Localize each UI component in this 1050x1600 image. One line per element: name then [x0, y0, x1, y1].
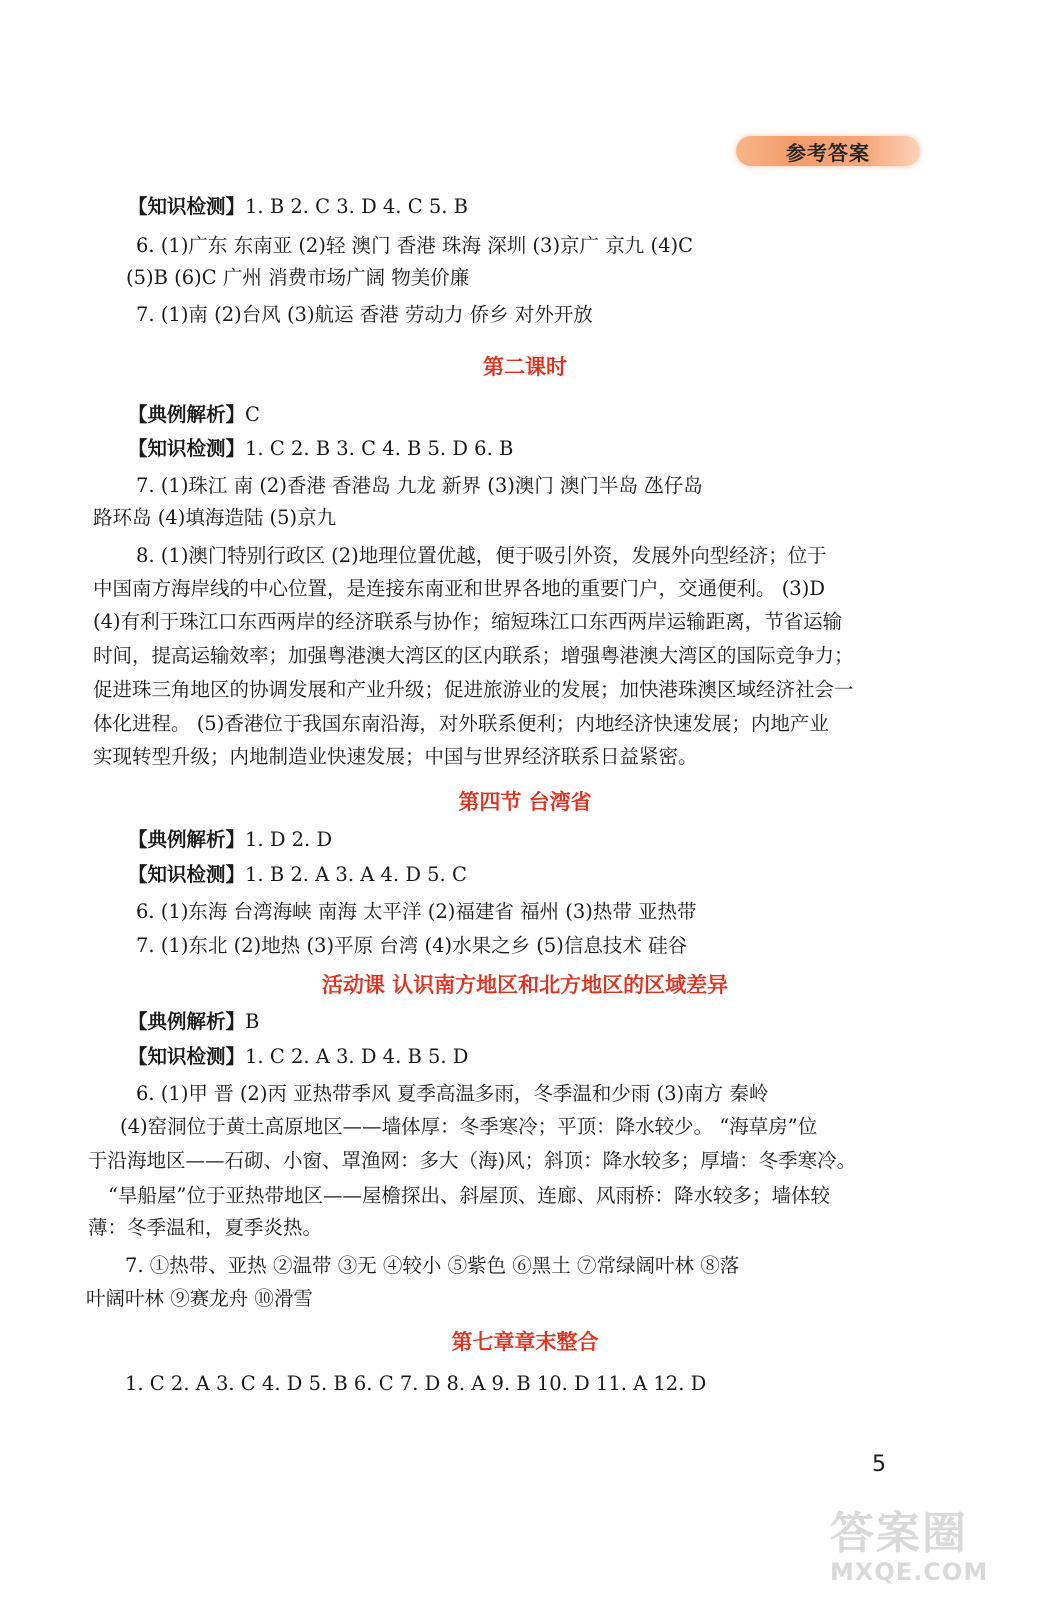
answer-line — [128, 401, 260, 429]
answer-text: 7. ①热带、亚热 ②温带 ③无 ④较小 ⑤紫色 ⑥黑土 ⑦常绿阔叶林 ⑧落 — [125, 1254, 740, 1277]
answer-text: 1. C 2. B 3. C 4. B 5. D 6. B — [245, 437, 514, 460]
answer-text: 实现转型升级；内地制造业快速发展；中国与世界经济联系日益紧密。 — [93, 745, 698, 768]
answer-text: 体化进程。 (5)香港位于我国东南沿海，对外联系便利；内地经济快速发展；内地产业 — [93, 712, 829, 735]
section-heading: 第四节 台湾省 — [458, 790, 592, 814]
answer-text: 促进珠三角地区的协调发展和产业升级；促进旅游业的发展；加快港珠澳区域经济社会一 — [93, 678, 854, 701]
answer-section-tag: 【知识检测】 — [128, 1045, 246, 1068]
answer-text: 叶阔叶林 ⑨赛龙舟 ⑩滑雪 — [86, 1287, 313, 1310]
answer-section-tag: 【典例解析】 — [128, 1010, 246, 1033]
answer-line — [136, 542, 827, 570]
section-heading: 活动课 认识南方地区和北方地区的区域差异 — [321, 973, 729, 997]
answer-line — [136, 232, 693, 260]
answer-section-tag: 【典例解析】 — [128, 403, 246, 426]
answer-text: 1. D 2. D — [245, 828, 333, 851]
answer-line — [93, 575, 825, 603]
watermark-url: MXQE.COM — [830, 1558, 989, 1586]
page-number: 5 — [872, 1452, 886, 1477]
answer-line — [128, 1008, 259, 1036]
answer-text: (4)窑洞位于黄土高原地区——墙体厚：冬季寒冷；平顶：降水较少。 “海草房”位 — [120, 1115, 818, 1138]
answer-line — [128, 826, 332, 854]
answer-line — [136, 1080, 768, 1108]
answer-line — [93, 608, 842, 636]
answer-text: “旱船屋”位于亚热带地区——屋檐探出、斜屋顶、连廊、风雨桥：降水较多；墙体较 — [108, 1184, 830, 1207]
answer-section-tag: 【典例解析】 — [128, 828, 246, 851]
answer-line — [88, 1147, 856, 1175]
answer-line — [136, 932, 687, 960]
answer-text: 6. (1)甲 晋 (2)丙 亚热带季风 夏季高温多雨，冬季温和少雨 (3)南方 秦岭 — [136, 1082, 769, 1105]
answer-line — [93, 504, 336, 532]
answer-text: 1. C 2. A 3. C 4. D 5. B 6. C 7. D 8. A 9. B 10. D 11. A 12. D — [125, 1372, 707, 1395]
answer-line — [93, 743, 698, 771]
answer-text: 8. (1)澳门特别行政区 (2)地理位置优越，便于吸引外资，发展外向型经济；位于 — [136, 544, 827, 567]
answer-line — [128, 435, 513, 463]
answer-text: (5)B (6)C 广州 消费市场广阔 物美价廉 — [126, 266, 470, 289]
answer-line — [136, 898, 697, 926]
answer-text: 7. (1)珠江 南 (2)香港 香港岛 九龙 新界 (3)澳门 澳门半岛 氹仔岛 — [136, 474, 703, 497]
answer-line — [136, 472, 703, 500]
site-watermark — [830, 1510, 1040, 1595]
watermark-logo-text: 答案圈 — [830, 1508, 968, 1559]
answer-text: 路环岛 (4)填海造陆 (5)京九 — [93, 506, 337, 529]
answer-text: 时间，提高运输效率；加强粤港澳大湾区的区内联系；增强粤港澳大湾区的国际竞争力； — [93, 644, 854, 667]
answer-section-tag: 【知识检测】 — [128, 195, 246, 218]
answer-line — [128, 861, 467, 889]
answer-text: 于沿海地区——石砌、小窗、罩渔网：多大（海)风；斜顶：降水较多；厚墙：冬季寒冷。 — [88, 1149, 857, 1172]
answer-line — [120, 1113, 817, 1141]
answer-line — [125, 1252, 739, 1280]
answer-line — [108, 1182, 830, 1210]
reference-answer-badge: 参考答案 — [736, 136, 920, 166]
answer-section-tag: 【知识检测】 — [128, 863, 246, 886]
answer-line — [126, 264, 469, 292]
answer-text: 薄：冬季温和，夏季炎热。 — [88, 1216, 323, 1239]
answer-text: 7. (1)南 (2)台风 (3)航运 香港 劳动力 侨乡 对外开放 — [136, 303, 593, 326]
answer-line — [93, 710, 829, 738]
answer-text: 7. (1)东北 (2)地热 (3)平原 台湾 (4)水果之乡 (5)信息技术 硅谷 — [136, 934, 688, 957]
section-heading: 第二课时 — [483, 355, 567, 379]
answer-line — [136, 301, 593, 329]
answer-text: 1. B 2. A 3. A 4. D 5. C — [245, 863, 467, 886]
answer-text: 6. (1)广东 东南亚 (2)轻 澳门 香港 珠海 深圳 (3)京广 京九 (4)C — [136, 234, 693, 257]
answer-text: 中国南方海岸线的中心位置，是连接东南亚和世界各地的重要门户，交通便利。 (3)D — [93, 577, 825, 600]
answer-section-tag: 【知识检测】 — [128, 437, 246, 460]
answer-text: (4)有利于珠江口东西两岸的经济联系与协作；缩短珠江口东西两岸运输距离，节省运输 — [93, 610, 843, 633]
answer-text: C — [245, 403, 260, 426]
answer-line — [128, 193, 468, 221]
answer-text: B — [245, 1010, 260, 1033]
answer-text: 6. (1)东海 台湾海峡 南海 太平洋 (2)福建省 福州 (3)热带 亚热带 — [136, 900, 697, 923]
answer-line — [93, 676, 854, 704]
section-heading: 第七章章末整合 — [451, 1330, 599, 1354]
answer-text: 1. B 2. C 3. D 4. C 5. B — [245, 195, 468, 218]
answer-line — [88, 1214, 322, 1242]
answer-line — [128, 1043, 468, 1071]
answer-line — [86, 1285, 313, 1313]
answer-line — [125, 1370, 706, 1398]
answer-text: 1. C 2. A 3. D 4. B 5. D — [245, 1045, 469, 1068]
answer-line — [93, 642, 854, 670]
